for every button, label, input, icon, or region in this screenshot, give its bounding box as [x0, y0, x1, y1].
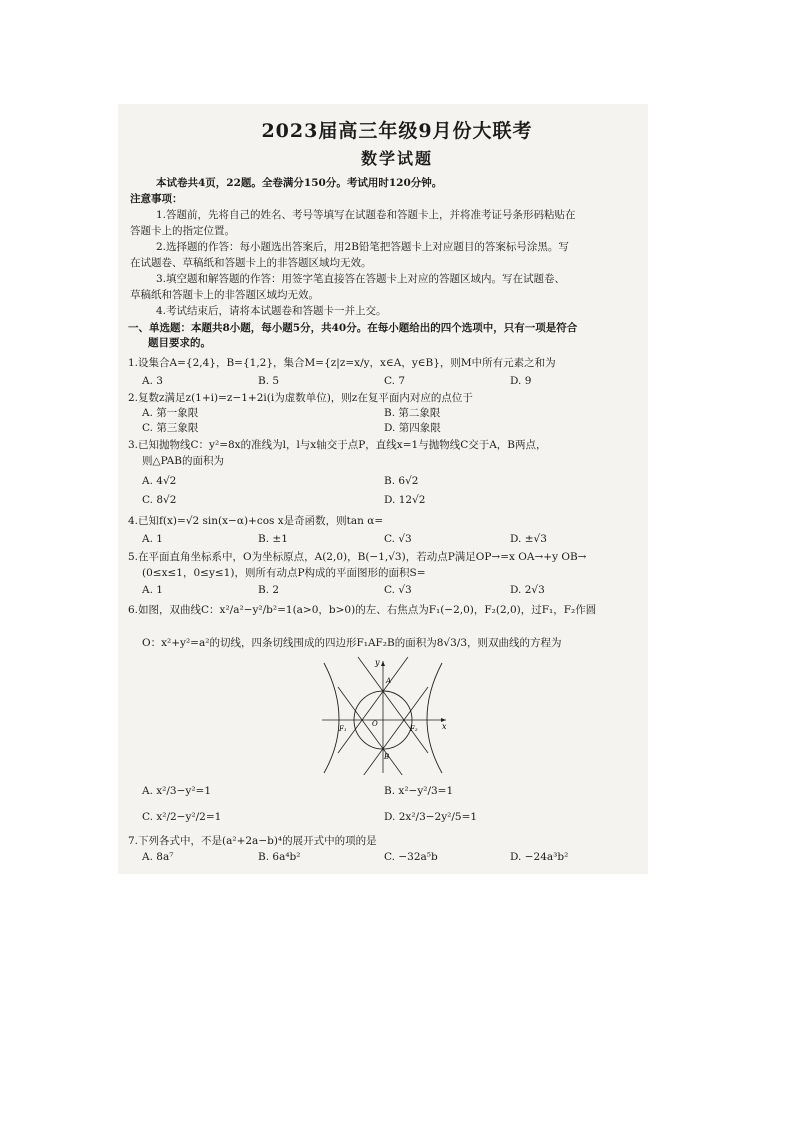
hyperbola-left-branch: [324, 663, 339, 773]
q3-option-a: A. 4√2: [142, 475, 177, 487]
q5-option-c: C. √3: [384, 584, 412, 596]
exam-title: 2023届高三年级9月份大联考: [261, 120, 533, 142]
tangent-line: [358, 657, 428, 753]
note-line: 草稿纸和答题卡上的非答题区域均无效。: [130, 289, 319, 301]
note-line: 2.选择题的作答：每小题选出答案后，用2B铅笔把答题卡上对应题目的答案标号涂黑。写: [156, 241, 569, 253]
q7-option-c: C. −32a⁵b: [384, 851, 438, 863]
q3-option-d: D. 12√2: [384, 494, 426, 506]
q1-option-d: D. 9: [510, 375, 532, 387]
label-f2: F₂: [410, 725, 418, 733]
note-line: 答题卡上的指定位置。: [130, 225, 235, 237]
q1-option-b: B. 5: [258, 375, 280, 387]
q3-option-c: C. 8√2: [142, 494, 177, 506]
q6-option-d: D. 2x²/3−2y²/5=1: [384, 811, 478, 823]
q5-option-d: D. 2√3: [510, 584, 545, 596]
q6-option-b: B. x²−y²/3=1: [384, 785, 454, 797]
note-line: 3.填空题和解答题的作答：用签字笔直接答在答题卡上对应的答题区域内。写在试题卷、: [156, 273, 566, 285]
question-2-stem: 2.复数z满足z(1+i)=z−1+2i(i为虚数单位)，则z在复平面内对应的点位于: [128, 392, 473, 404]
question-1-stem: 1.设集合A={2,4}，B={1,2}，集合M={z|z=x/y，x∈A，y∈B}，则M中所有元素之和为: [128, 357, 556, 369]
question-7-stem: 7.下列各式中，不是(a²+2a−b)⁴的展开式中的项的是: [128, 835, 377, 847]
q2-option-d: D. 第四象限: [384, 422, 441, 434]
q3-option-b: B. 6√2: [384, 475, 419, 487]
q4-option-d: D. ±√3: [510, 533, 547, 545]
q2-option-c: C. 第三象限: [142, 422, 199, 434]
question-6-stem-cont: O：x²+y²=a²的切线，四条切线围成的四边形F₁AF₂B的面积为8√3/3，则双曲线的方程为: [142, 637, 562, 649]
question-3-stem-cont: 则△PAB的面积为: [142, 455, 224, 467]
question-3-stem: 3.已知抛物线C：y²=8x的准线为l，l与x轴交于点P，直线x=1与抛物线C交于A，B两点，: [128, 439, 547, 451]
question-5-stem-cont: (0≤x≤1，0≤y≤1)，则所有动点P构成的平面图形的面积S=: [142, 567, 426, 579]
q7-option-b: B. 6a⁴b²: [258, 851, 301, 863]
exam-subject: 数学试题: [360, 149, 433, 168]
question-6-stem: 6.如图，双曲线C：x²/a²−y²/b²=1(a>0，b>0)的左、右焦点为F₁(−2,0)，F₂(2,0)，过F₁，F₂作圆: [128, 604, 597, 616]
intro-line: 本试卷共4页，22题。全卷满分150分。考试用时120分钟。: [156, 177, 443, 189]
hyperbola-right-branch: [427, 663, 442, 773]
q2-option-a: A. 第一象限: [142, 407, 199, 419]
q1-option-a: A. 3: [142, 375, 163, 387]
label-a: A: [386, 677, 392, 685]
q6-option-a: A. x²/3−y²=1: [142, 785, 212, 797]
y-axis-arrow: [381, 661, 385, 666]
section-heading: 一、单选题：本题共8小题，每小题5分，共40分。在每小题给出的四个选项中，只有一项是符合: [128, 322, 578, 334]
tangent-line: [338, 657, 408, 753]
q4-option-b: B. ±1: [258, 533, 288, 545]
note-line: 1.答题前，先将自己的姓名、考号等填写在试题卷和答题卡上，并将准考证号条形码粘贴在: [156, 209, 576, 221]
label-f1: F₁: [339, 725, 347, 733]
section-heading-cont: 题目要求的。: [148, 337, 211, 349]
q4-option-a: A. 1: [142, 533, 163, 545]
q2-option-b: B. 第二象限: [384, 407, 441, 419]
question-5-stem: 5.在平面直角坐标系中，O为坐标原点，A(2,0)，B(−1,√3)，若动点P满足OP→=x OA→+y OB→: [128, 551, 587, 563]
note-line: 在试题卷、草稿纸和答题卡上的非答题区域均无效。: [130, 257, 372, 269]
label-b: B: [384, 753, 390, 761]
note-line: 4.考试结束后，请将本试题卷和答题卡一并上交。: [156, 305, 387, 317]
notes-heading: 注意事项：: [130, 193, 183, 205]
label-x: x: [442, 722, 447, 731]
q7-option-a: A. 8a⁷: [142, 851, 174, 863]
question-4-stem: 4.已知f(x)=√2 sin(x−α)+cos x是奇函数，则tan α=: [128, 515, 384, 527]
label-y: y: [375, 658, 380, 667]
hyperbola-figure: [320, 655, 450, 775]
q5-option-a: A. 1: [142, 584, 163, 596]
q7-option-d: D. −24a³b²: [510, 851, 569, 863]
q5-option-b: B. 2: [258, 584, 280, 596]
q1-option-c: C. 7: [384, 375, 406, 387]
label-o: O: [372, 720, 378, 728]
q6-option-c: C. x²/2−y²/2=1: [142, 811, 222, 823]
q4-option-c: C. √3: [384, 533, 412, 545]
